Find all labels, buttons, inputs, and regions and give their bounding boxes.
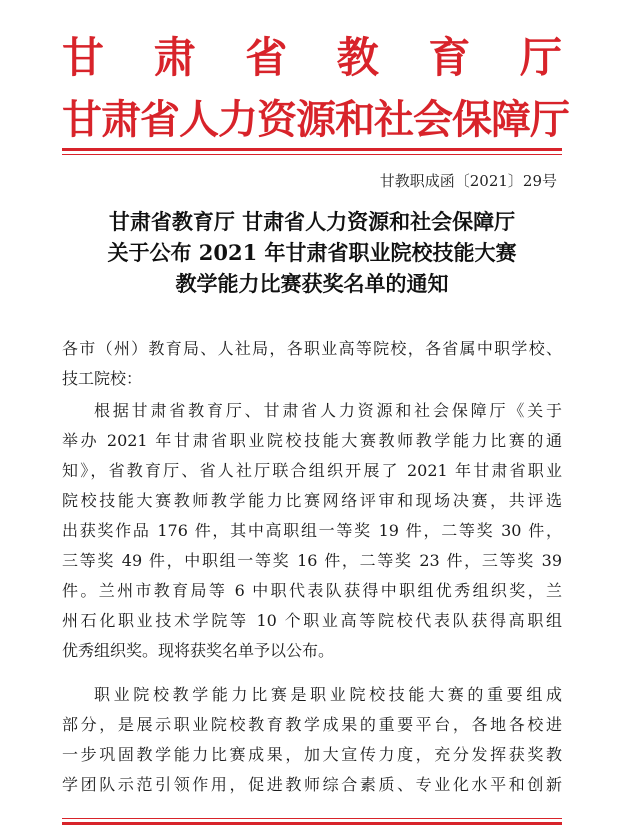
letterhead-char: 甘 bbox=[62, 33, 105, 82]
document-title-line-2: 关于公布 2021 年甘肃省职业院校技能大赛 bbox=[107, 240, 517, 265]
paragraph-1-line: 知》，省教育厅、省人社厅联合组织开展了 2021 年甘肃省职业 bbox=[62, 461, 562, 480]
paragraph-2-line: 部分，是展示职业院校教育教学成果的重要平台，各地各校进 bbox=[62, 715, 562, 734]
letterhead-char: 肃 bbox=[153, 33, 196, 82]
document-title-line-3: 教学能力比赛获奖名单的通知 bbox=[175, 271, 449, 296]
letterhead-line-2: 甘肃省人力资源和社会保障厅 bbox=[62, 96, 569, 143]
paragraph-1-line: 举办 2021 年甘肃省职业院校技能大赛教师教学能力比赛的通 bbox=[62, 431, 562, 450]
letterhead-char: 厅 bbox=[519, 33, 562, 82]
salutation-line-1: 各市（州）教育局、人社局，各职业高等院校，各省属中职学校、 bbox=[62, 339, 562, 358]
salutation-line-2: 技工院校： bbox=[62, 369, 143, 388]
paragraph-1-line: 院校技能大赛教师教学能力比赛网络评审和现场决赛，共评选 bbox=[62, 491, 562, 510]
paragraph-1-line: 州石化职业技术学院等 10 个职业高等院校代表队获得高职组 bbox=[62, 611, 562, 630]
document-title-line-1: 甘肃省教育厅 甘肃省人力资源和社会保障厅 bbox=[108, 209, 516, 234]
paragraph-1-line: 件。兰州市教育局等 6 中职代表队获得中职组优秀组织奖，兰 bbox=[62, 581, 562, 600]
paragraph-1-line: 根据甘肃省教育厅、甘肃省人力资源和社会保障厅《关于 bbox=[94, 401, 562, 420]
letterhead-divider-thick bbox=[62, 148, 562, 151]
letterhead-char: 省 bbox=[245, 33, 288, 82]
letterhead-line-1 bbox=[62, 34, 562, 82]
footer-divider-thick bbox=[62, 822, 562, 825]
paragraph-2-line: 一步巩固教学能力比赛成果，加大宣传力度，充分发挥获奖教 bbox=[62, 745, 562, 764]
paragraph-1-line: 优秀组织奖。现将获奖名单予以公布。 bbox=[62, 641, 335, 660]
letterhead-divider-thin bbox=[62, 154, 562, 155]
letterhead-char: 教 bbox=[336, 33, 379, 82]
paragraph-2-line: 学团队示范引领作用，促进教师综合素质、专业化水平和创新 bbox=[62, 775, 562, 794]
paragraph-2-line: 职业院校教学能力比赛是职业院校技能大赛的重要组成 bbox=[94, 685, 562, 704]
document-number: 甘教职成函〔2021〕29号 bbox=[379, 172, 557, 190]
paragraph-1-line: 出获奖作品 176 件，其中高职组一等奖 19 件，二等奖 30 件， bbox=[62, 521, 562, 540]
letterhead-char: 育 bbox=[428, 33, 471, 82]
paragraph-1-line: 三等奖 49 件，中职组一等奖 16 件，二等奖 23 件，三等奖 39 bbox=[62, 551, 562, 570]
footer-divider-thin bbox=[62, 818, 562, 819]
